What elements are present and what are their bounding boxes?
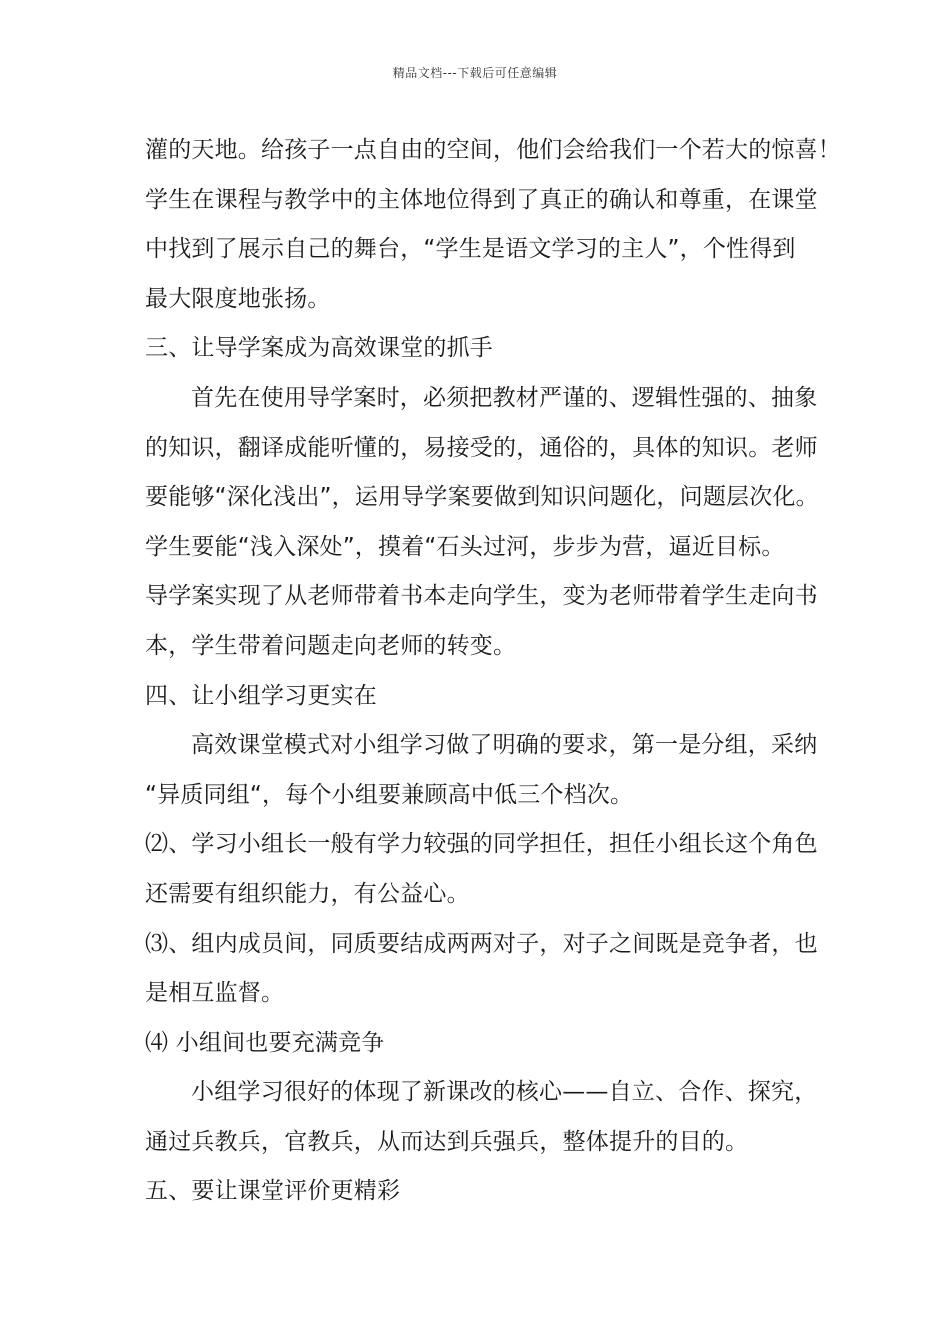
list-item: ⑷ 小组间也要充满竞争 (145, 1029, 385, 1056)
document-body (145, 126, 841, 1217)
text-line: 要能够“深化浅出”，运用导学案要做到知识问题化，问题层次化。 (145, 484, 819, 511)
paragraph-first-line: 小组学习很好的体现了新课改的核心——自立、合作、探究， (191, 1079, 818, 1106)
paragraph-first-line: 高效课堂模式对小组学习做了明确的要求，第一是分组，采纳 (191, 732, 818, 759)
text-line: 学生在课程与教学中的主体地位得到了真正的确认和尊重，在课堂 (145, 186, 818, 213)
text-line: 灌的天地。给孩子一点自由的空间，他们会给我们一个若大的惊喜！ (145, 137, 841, 163)
text-line: 是相互监督。 (145, 980, 285, 1007)
text-line: 学生要能“浅入深处”，摸着“石头过河，步步为营，逼近目标。 (145, 533, 785, 560)
text-line: 本，学生带着问题走向老师的转变。 (145, 632, 517, 659)
section-heading: 三、让导学案成为高效课堂的抓手 (145, 335, 493, 362)
page-header: 精品文档---下载后可任意编辑 (392, 66, 558, 80)
list-item: ⑶、组内成员间，同质要结成两两对子，对子之间既是竞争者，也 (145, 930, 818, 957)
text-line: 最大限度地张扬。 (145, 285, 331, 312)
section-heading: 五、要让课堂评价更精彩 (145, 1178, 401, 1205)
section-heading: 四、让小组学习更实在 (145, 682, 377, 709)
text-line: 通过兵教兵，官教兵，从而达到兵强兵，整体提升的目的。 (145, 1128, 749, 1155)
text-line: 导学案实现了从老师带着书本走向学生，变为老师带着学生走向书 (145, 583, 818, 610)
text-line: 中找到了展示自己的舞台，“学生是语文学习的主人”，个性得到 (145, 236, 796, 263)
list-item: ⑵、学习小组长一般有学力较强的同学担任，担任小组长这个角色 (145, 831, 818, 858)
text-line: 的知识，翻译成能听懂的，易接受的，通俗的，具体的知识。老师 (145, 434, 818, 461)
text-line: 还需要有组织能力，有公益心。 (145, 880, 470, 907)
text-line: “异质同组“，每个小组要兼顾高中低三个档次。 (145, 781, 634, 808)
paragraph-first-line: 首先在使用导学案时，必须把教材严谨的、逻辑性强的、抽象 (191, 384, 818, 411)
